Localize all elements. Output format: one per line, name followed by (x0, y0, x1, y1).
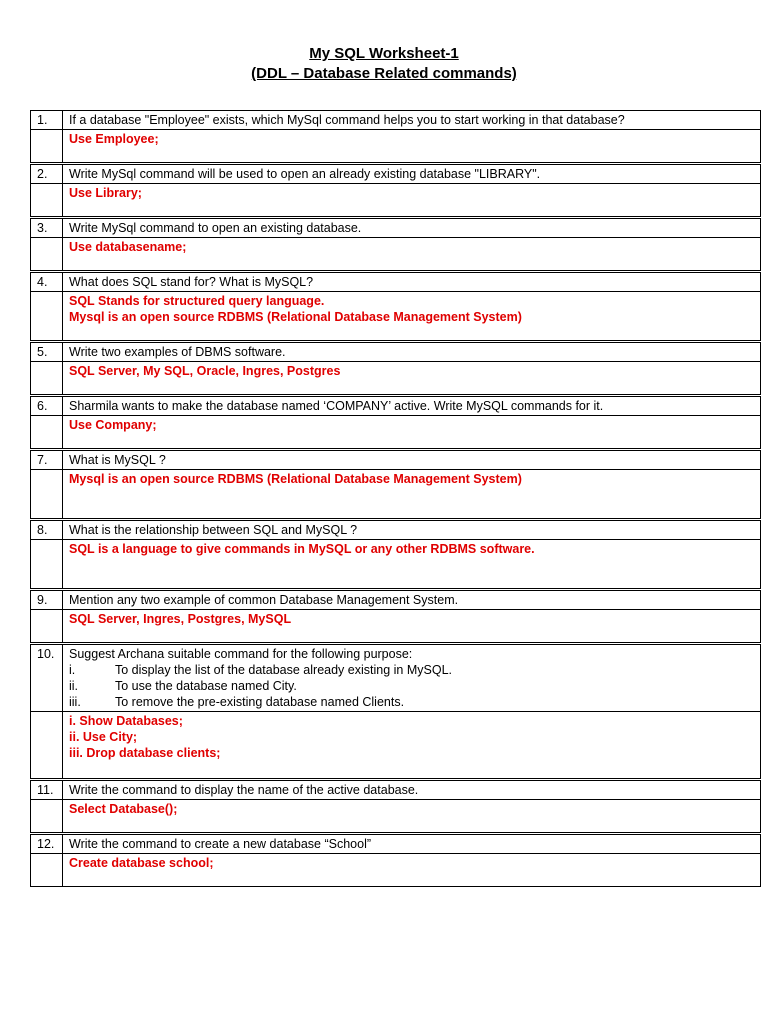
question-number: 1. (31, 111, 63, 130)
answer-row (31, 238, 761, 271)
question-line: Suggest Archana suitable command for the following purpose: (69, 647, 413, 661)
question-line: Write the command to create a new database “School” (69, 837, 372, 851)
question-row (31, 591, 761, 610)
question-number: 6. (31, 397, 63, 416)
answer-number-cell (31, 292, 63, 341)
question-text (63, 343, 761, 362)
answer-number-cell (31, 800, 63, 833)
question-text (63, 521, 761, 540)
answer-cell (63, 184, 761, 217)
question-line: Write MySql command will be used to open an already existing database "LIBRARY". (69, 167, 541, 181)
question-row (31, 219, 761, 238)
question-row (31, 451, 761, 470)
answer-number-cell (31, 712, 63, 779)
sub-question (69, 662, 754, 678)
question-number: 4. (31, 273, 63, 292)
answer-row (31, 130, 761, 163)
answer-number-cell (31, 854, 63, 887)
answer-line: Mysql is an open source RDBMS (Relational Database Management System) (69, 310, 522, 324)
answer-line: Mysql is an open source RDBMS (Relational Database Management System) (69, 472, 522, 486)
question-line: Sharmila wants to make the database named ‘COMPANY’ active. Write MySQL commands for it. (69, 399, 604, 413)
answer-line: Select Database(); (69, 802, 178, 816)
sub-question (69, 694, 754, 710)
question-text (63, 835, 761, 854)
question-table (30, 110, 761, 887)
question-number: 8. (31, 521, 63, 540)
question-text (63, 273, 761, 292)
answer-row (31, 470, 761, 519)
answer-row (31, 800, 761, 833)
answer-line: Use Library; (69, 186, 142, 200)
answer-number-cell (31, 362, 63, 395)
question-row (31, 273, 761, 292)
question-text (63, 451, 761, 470)
answer-number-cell (31, 540, 63, 589)
sub-question-text: To remove the pre-existing database named Clients. (115, 695, 405, 709)
question-line: If a database "Employee" exists, which MySql command helps you to start working in that database? (69, 113, 625, 127)
sub-question-text: To use the database named City. (115, 679, 297, 693)
answer-cell (63, 362, 761, 395)
answer-number-cell (31, 470, 63, 519)
answer-cell (63, 800, 761, 833)
question-text (63, 165, 761, 184)
answer-line: Use databasename; (69, 240, 187, 254)
question-number: 10. (31, 645, 63, 712)
question-row (31, 165, 761, 184)
answer-cell (63, 130, 761, 163)
question-line: Write MySql command to open an existing database. (69, 221, 362, 235)
sub-question-text: To display the list of the database already existing in MySQL. (115, 663, 452, 677)
answer-cell (63, 712, 761, 779)
answer-line: SQL Server, My SQL, Oracle, Ingres, Postgres (69, 364, 341, 378)
answer-row (31, 416, 761, 449)
answer-line: SQL is a language to give commands in MySQL or any other RDBMS software. (69, 542, 535, 556)
question-number: 7. (31, 451, 63, 470)
answer-number-cell (31, 238, 63, 271)
sub-question-numeral: ii. (69, 679, 79, 693)
sub-question-numeral: i. (69, 663, 76, 677)
question-line: What does SQL stand for? What is MySQL? (69, 275, 314, 289)
answer-row (31, 610, 761, 643)
answer-line: i. Show Databases; (69, 714, 183, 728)
question-text (63, 645, 761, 712)
answer-cell (63, 610, 761, 643)
worksheet-subtitle: (DDL – Database Related commands) (251, 65, 517, 82)
answer-number-cell (31, 416, 63, 449)
question-number: 3. (31, 219, 63, 238)
answer-cell (63, 854, 761, 887)
question-line: Write the command to display the name of the active database. (69, 783, 419, 797)
question-text (63, 781, 761, 800)
answer-line: SQL Stands for structured query language. (69, 294, 325, 308)
answer-row (31, 712, 761, 779)
answer-line: SQL Server, Ingres, Postgres, MySQL (69, 612, 292, 626)
worksheet-title: My SQL Worksheet-1 (309, 45, 459, 62)
question-row (31, 343, 761, 362)
question-row (31, 521, 761, 540)
answer-line: Use Company; (69, 418, 157, 432)
answer-row (31, 540, 761, 589)
question-number: 9. (31, 591, 63, 610)
answer-row (31, 292, 761, 341)
question-line: Write two examples of DBMS software. (69, 345, 286, 359)
answer-row (31, 184, 761, 217)
answer-number-cell (31, 130, 63, 163)
answer-cell (63, 416, 761, 449)
answer-line: iii. Drop database clients; (69, 746, 221, 760)
question-row (31, 781, 761, 800)
question-row (31, 397, 761, 416)
answer-row (31, 362, 761, 395)
worksheet-title-block (0, 44, 768, 84)
sub-question-numeral: iii. (69, 695, 81, 709)
answer-cell (63, 540, 761, 589)
answer-row (31, 854, 761, 887)
answer-cell (63, 238, 761, 271)
question-number: 5. (31, 343, 63, 362)
answer-cell (63, 292, 761, 341)
answer-line: ii. Use City; (69, 730, 138, 744)
question-text (63, 591, 761, 610)
question-row (31, 645, 761, 712)
question-number: 2. (31, 165, 63, 184)
question-text (63, 397, 761, 416)
answer-line: Create database school; (69, 856, 214, 870)
question-line: Mention any two example of common Database Management System. (69, 593, 459, 607)
question-row (31, 835, 761, 854)
question-line: What is the relationship between SQL and MySQL ? (69, 523, 358, 537)
question-number: 12. (31, 835, 63, 854)
question-row (31, 111, 761, 130)
answer-line: Use Employee; (69, 132, 159, 146)
question-text (63, 219, 761, 238)
answer-cell (63, 470, 761, 519)
answer-number-cell (31, 184, 63, 217)
sub-question (69, 678, 754, 694)
question-number: 11. (31, 781, 63, 800)
question-line: What is MySQL ? (69, 453, 166, 467)
answer-number-cell (31, 610, 63, 643)
question-text (63, 111, 761, 130)
